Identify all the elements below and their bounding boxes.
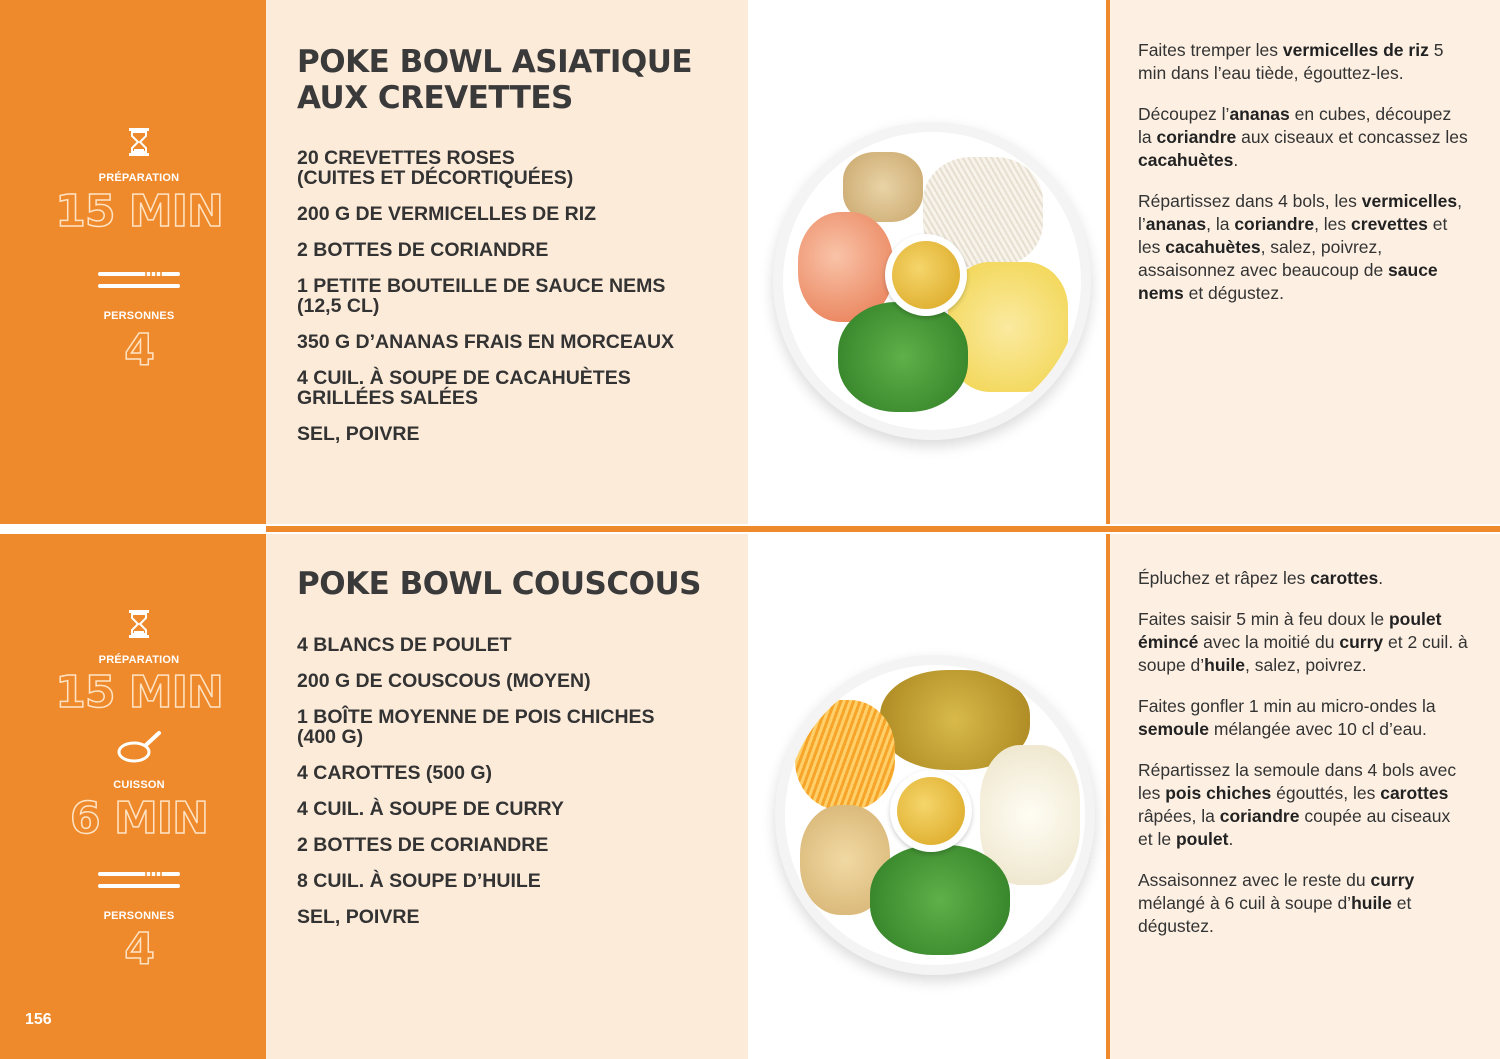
recipe-separator (0, 524, 1500, 534)
ingredient-item: SEL, POIVRE (297, 423, 420, 445)
ingredient-item: 20 CREVETTES ROSES (CUITES ET DÉCORTIQUÉES) (297, 147, 574, 189)
ingredient-item: 4 BLANCS DE POULET (297, 634, 512, 656)
meta-personnes-label: PERSONNES (103, 310, 175, 322)
hourglass-icon (0, 609, 278, 644)
ingredient-item: 4 CUIL. À SOUPE DE CACAHUÈTES GRILLÉES SALÉES (297, 367, 631, 409)
meta-cuisson-value: 6 MIN (70, 793, 208, 844)
step-text: Faites saisir 5 min à feu doux le poulet émincé avec la moitié du curry et 2 cuil. à soupe d’huile, salez, poivrez. (1138, 609, 1468, 675)
ingredient-item: 4 CAROTTES (500 G) (297, 762, 493, 784)
ingredient-item: 200 G DE VERMICELLES DE RIZ (297, 203, 597, 225)
meta-preparation-value: 15 MIN (55, 186, 223, 237)
step-text: Répartissez dans 4 bols, les vermicelles, l’ananas, la coriandre, les crevettes et les cacahuètes, salez, poivrez, assaisonnez avec beaucoup de sauce nems et dégustez. (1138, 191, 1462, 303)
ingredient-item: 200 G DE COUSCOUS (MOYEN) (297, 670, 591, 692)
ingredient-item: 1 PETITE BOUTEILLE DE SAUCE NEMS (12,5 CL) (297, 275, 666, 317)
step-text: Découpez l’ananas en cubes, découpez la coriandre aux ciseaux et concassez les cacahuètes. (1138, 104, 1468, 170)
step-text: Faites gonfler 1 min au micro-ondes la semoule mélangée avec 10 cl d’eau. (1138, 696, 1436, 739)
meta-preparation-label: PRÉPARATION (98, 654, 180, 666)
ingredients-list-1 (297, 148, 717, 460)
poke-bowl-shrimp-image (773, 122, 1091, 440)
ingredient-item: SEL, POIVRE (297, 906, 420, 928)
meta-preparation-label: PRÉPARATION (98, 172, 180, 184)
recipe-title-1: POKE BOWL ASIATIQUE AUX CREVETTES (297, 44, 693, 116)
page-number: 156 (25, 1011, 52, 1028)
meta-personnes-value: 4 (124, 924, 154, 975)
ingredient-item: 8 CUIL. À SOUPE D’HUILE (297, 870, 541, 892)
meta-personnes-value: 4 (124, 325, 154, 376)
meta-personnes-label: PERSONNES (103, 910, 175, 922)
ingredient-item: 1 BOÎTE MOYENNE DE POIS CHICHES (400 G) (297, 706, 655, 748)
step-text: Faites tremper les vermicelles de riz 5 min dans l’eau tiède, égouttez-les. (1138, 40, 1444, 83)
sidebar-top (0, 0, 266, 524)
cutlery-icon (0, 867, 278, 898)
ingredient-item: 4 CUIL. À SOUPE DE CURRY (297, 798, 564, 820)
ingredient-item: 2 BOTTES DE CORIANDRE (297, 834, 549, 856)
meta-cuisson-label: CUISSON (113, 779, 165, 791)
cutlery-icon (0, 267, 278, 298)
ingredient-item: 2 BOTTES DE CORIANDRE (297, 239, 549, 261)
steps-list-2 (1138, 567, 1468, 956)
step-text: Répartissez la semoule dans 4 bols avec les pois chiches égouttés, les carottes râpées, la coriandre coupée au ciseaux et le poulet. (1138, 760, 1457, 849)
recipe-title-2: POKE BOWL COUSCOUS (297, 566, 701, 602)
step-text: Assaisonnez avec le reste du curry mélangé à 6 cuil à soupe d’huile et dégustez. (1138, 870, 1415, 936)
steps-list-1 (1138, 39, 1468, 323)
step-text: Épluchez et râpez les carottes. (1138, 568, 1384, 588)
ingredient-item: 350 G D’ANANAS FRAIS EN MORCEAUX (297, 331, 675, 353)
frying-pan-icon (0, 730, 278, 769)
meta-preparation-value: 15 MIN (55, 667, 223, 718)
ingredients-list-2 (297, 635, 717, 943)
poke-bowl-couscous-image (775, 655, 1095, 975)
hourglass-icon (0, 127, 278, 162)
